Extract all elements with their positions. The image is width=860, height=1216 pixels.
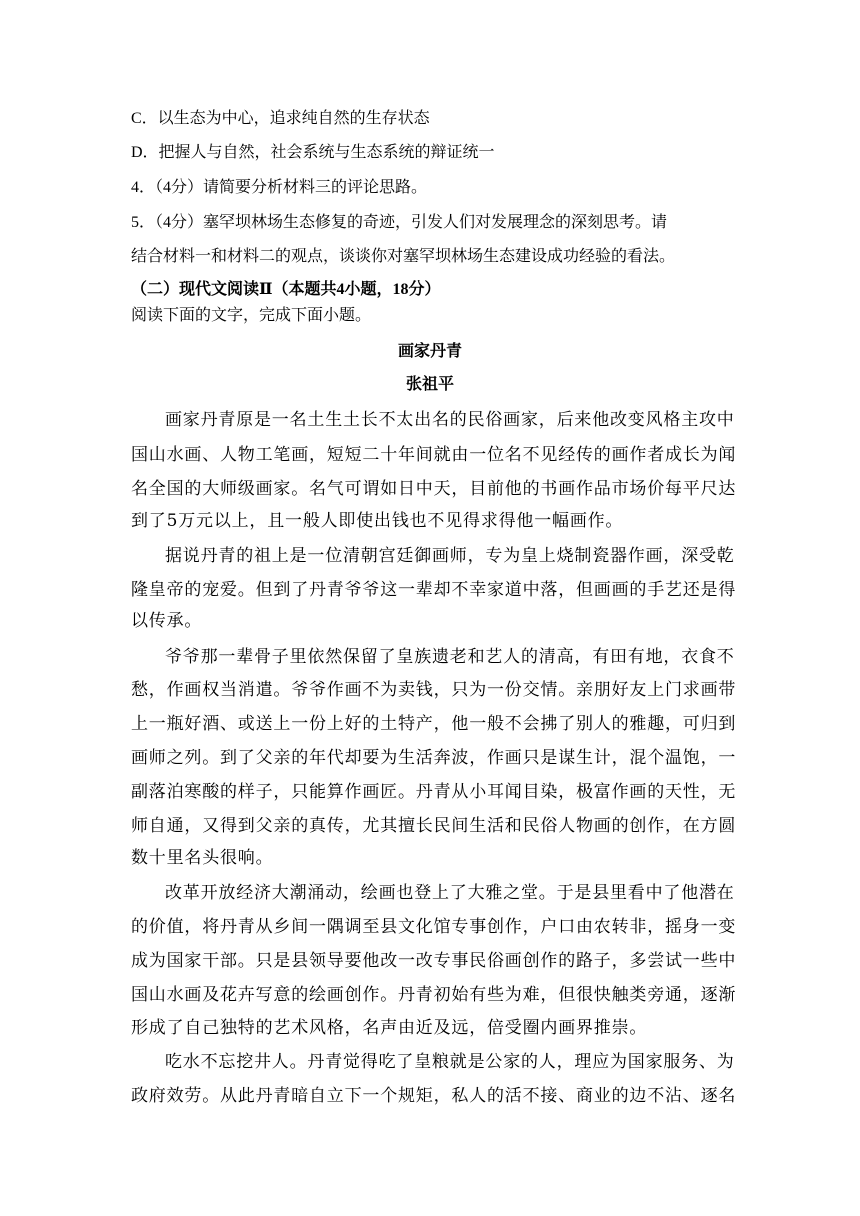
story-line: 爷爷那一辈骨子里依然保留了皇族遗老和艺人的清高，有田有地，衣食不 <box>165 647 735 667</box>
story-line: 副落泊寒酸的样子，只能算作画匠。丹青从小耳闻目染，极富作画的天性，无 <box>131 782 737 802</box>
story-line: 画家丹青原是一名土生土长不太出名的民俗画家，后来他改变风格主攻中 <box>165 410 735 430</box>
story-line: 的价值，将丹青从乡间一隅调至县文化馆专事创作，户口由农转非，摇身一变 <box>131 917 737 937</box>
story-line: 到了5万元以上，且一般人即使出钱也不见得求得他一幅画作。 <box>131 511 624 531</box>
story-line: 隆皇帝的宠爱。但到了丹青爷爷这一辈却不幸家道中落，但画画的手艺还是得 <box>131 580 737 600</box>
story-line: 上一瓶好酒、或送上一份上好的土特产，他一般不会拂了别人的雅趣，可归到 <box>131 714 737 734</box>
story-title: 画家丹青 <box>397 343 462 360</box>
option-c: C．以生态为中心，追求纯自然的生存状态 <box>131 110 430 127</box>
question-4: 4．（4分）请简要分析材料三的评论思路。 <box>131 179 428 196</box>
story-line: 吃水不忘挖井人。丹青觉得吃了皇粮就是公家的人，理应为国家服务、为 <box>165 1052 735 1072</box>
story-line: 改革开放经济大潮涌动，绘画也登上了大雅之堂。于是县里看中了他潜在 <box>165 883 735 903</box>
story-line: 画师之列。到了父亲的年代却要为生活奔波，作画只是谋生计，混个温饱，一 <box>131 748 737 768</box>
story-line: 国山水画、人物工笔画，短短二十年间就由一位名不见经传的画作者成长为闻 <box>131 445 737 465</box>
story-line: 师自通，又得到父亲的真传，尤其擅长民间生活和民俗人物画的创作，在方圆 <box>131 816 737 836</box>
story-line: 名全国的大师级画家。名气可谓如日中天，目前他的书画作品市场价每平尺达 <box>131 479 737 499</box>
story-line: 愁，作画权当消遣。爷爷作画不为卖钱，只为一份交情。亲朋好友上门求画带 <box>131 680 737 700</box>
question-5-line-2: 结合材料一和材料二的观点，谈谈你对塞罕坝林场生态建设成功经验的看法。 <box>131 248 676 265</box>
section-heading: （二）现代文阅读Ⅱ（本题共4小题，18分） <box>131 281 441 298</box>
story-line: 据说丹青的祖上是一位清朝宫廷御画师，专为皇上烧制瓷器作画，深受乾 <box>165 546 735 566</box>
story-line: 数十里名头很响。 <box>131 848 274 868</box>
option-d: D．把握人与自然，社会系统与生态系统的辩证统一 <box>131 144 495 161</box>
story-line: 政府效劳。从此丹青暗自立下一个规矩，私人的活不接、商业的边不沾、逐名 <box>131 1086 737 1106</box>
question-5-line-1: 5．（4分）塞罕坝林场生态修复的奇迹，引发人们对发展理念的深刻思考。请 <box>131 214 668 231</box>
story-line: 国山水画及花卉写意的绘画创作。丹青初始有些为难，但很快触类旁通，逐渐 <box>131 985 737 1005</box>
story-line: 以传承。 <box>131 611 203 631</box>
section-instruction: 阅读下面的文字，完成下面小题。 <box>131 307 372 324</box>
story-line: 成为国家干部。只是县领导要他改一改专事民俗画创作的路子，多尝试一些中 <box>131 951 737 971</box>
story-author: 张祖平 <box>405 376 454 393</box>
story-line: 形成了自己独特的艺术风格，名声由近及远，倍受圈内画界推崇。 <box>131 1018 648 1038</box>
